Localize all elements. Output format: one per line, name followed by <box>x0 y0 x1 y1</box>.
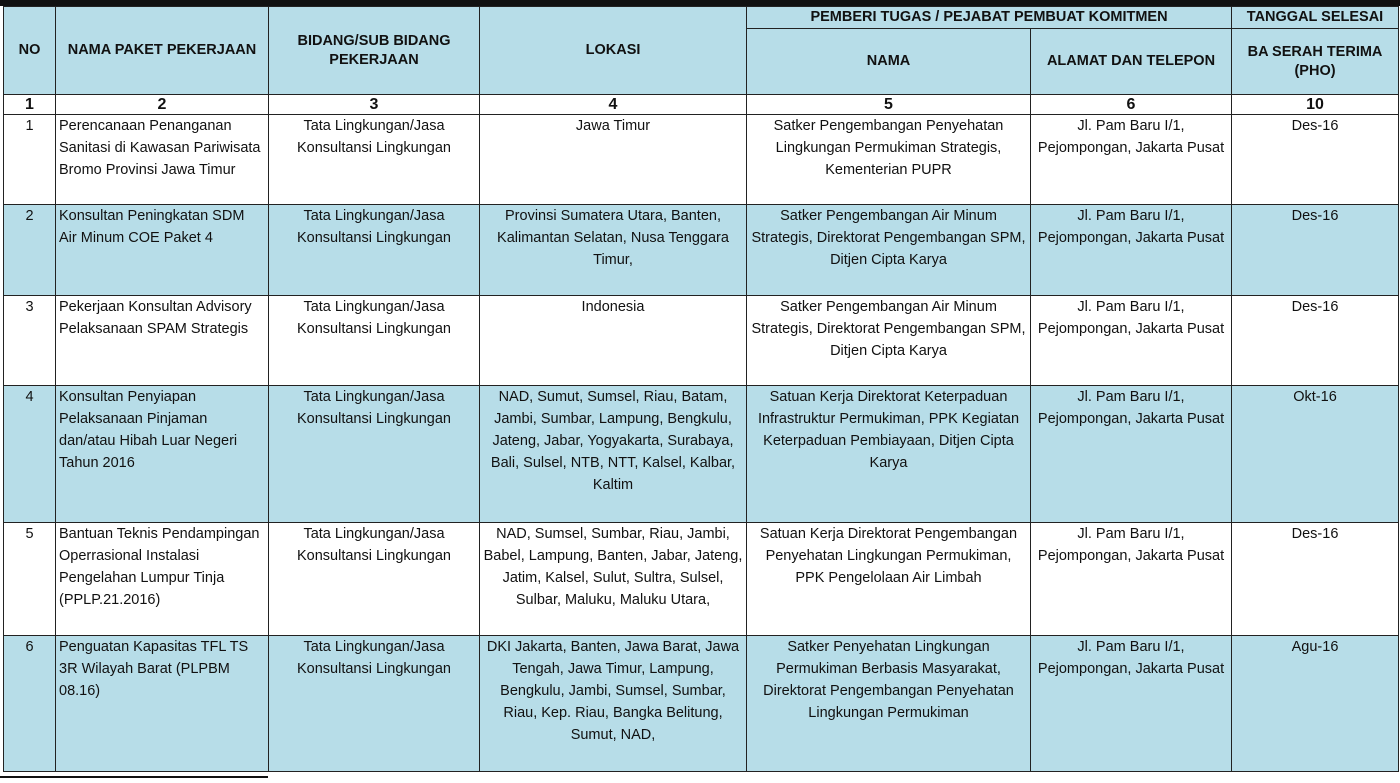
row-nama-paket: Konsultan Peningkatan SDM Air Minum COE Paket 4 <box>56 205 269 296</box>
row-no: 4 <box>4 386 56 523</box>
column-number-row <box>4 95 1399 115</box>
table-row <box>4 636 1399 772</box>
table-row <box>4 523 1399 636</box>
row-bidang: Tata Lingkungan/Jasa Konsultansi Lingkungan <box>269 296 480 386</box>
row-no: 2 <box>4 205 56 296</box>
row-lokasi: Provinsi Sumatera Utara, Banten, Kalimantan Selatan, Nusa Tenggara Timur, <box>480 205 747 296</box>
row-bidang: Tata Lingkungan/Jasa Konsultansi Lingkungan <box>269 115 480 205</box>
header-no: NO <box>4 7 56 95</box>
header-tanggal-selesai: TANGGAL SELESAI <box>1232 7 1399 29</box>
table-row <box>4 386 1399 523</box>
row-tanggal: Des-16 <box>1232 523 1399 636</box>
row-tanggal: Des-16 <box>1232 115 1399 205</box>
row-nama-paket: Penguatan Kapasitas TFL TS 3R Wilayah Barat (PLPBM 08.16) <box>56 636 269 772</box>
row-lokasi: Indonesia <box>480 296 747 386</box>
row-bidang: Tata Lingkungan/Jasa Konsultansi Lingkungan <box>269 205 480 296</box>
column-number: 4 <box>480 95 747 115</box>
row-nama: Satker Pengembangan Air Minum Strategis, Direktorat Pengembangan SPM, Ditjen Cipta Karya <box>747 296 1031 386</box>
experience-table <box>3 6 1399 772</box>
table-row <box>4 296 1399 386</box>
row-nama: Satker Penyehatan Lingkungan Permukiman Berbasis Masyarakat, Direktorat Pengembangan Penyehatan Lingkungan Permukiman <box>747 636 1031 772</box>
row-no: 1 <box>4 115 56 205</box>
column-number: 1 <box>4 95 56 115</box>
row-alamat: Jl. Pam Baru I/1, Pejompongan, Jakarta Pusat <box>1031 636 1232 772</box>
row-nama-paket: Perencanaan Penanganan Sanitasi di Kawasan Pariwisata Bromo Provinsi Jawa Timur <box>56 115 269 205</box>
row-lokasi: NAD, Sumut, Sumsel, Riau, Batam, Jambi, Sumbar, Lampung, Bengkulu, Jateng, Jabar, Yogyakarta, Surabaya, Bali, Sulsel, NTB, NTT, Kalsel, Kalbar, Kaltim <box>480 386 747 523</box>
row-nama-paket: Konsultan Penyiapan Pelaksanaan Pinjaman dan/atau Hibah Luar Negeri Tahun 2016 <box>56 386 269 523</box>
row-bidang: Tata Lingkungan/Jasa Konsultansi Lingkungan <box>269 636 480 772</box>
row-tanggal: Des-16 <box>1232 296 1399 386</box>
header-alamat: ALAMAT DAN TELEPON <box>1031 29 1232 95</box>
row-alamat: Jl. Pam Baru I/1, Pejompongan, Jakarta Pusat <box>1031 523 1232 636</box>
row-tanggal: Agu-16 <box>1232 636 1399 772</box>
row-lokasi: NAD, Sumsel, Sumbar, Riau, Jambi, Babel, Lampung, Banten, Jabar, Jateng, Jatim, Kalsel, Sulut, Sultra, Sulsel, Sulbar, Maluku, Maluku Utara, <box>480 523 747 636</box>
row-nama-paket: Bantuan Teknis Pendampingan Operrasional Instalasi Pengelahan Lumpur Tinja (PPLP.21.2016) <box>56 523 269 636</box>
row-no: 6 <box>4 636 56 772</box>
row-no: 5 <box>4 523 56 636</box>
row-nama: Satker Pengembangan Penyehatan Lingkungan Permukiman Strategis, Kementerian PUPR <box>747 115 1031 205</box>
column-number: 6 <box>1031 95 1232 115</box>
row-nama: Satuan Kerja Direktorat Keterpaduan Infrastruktur Permukiman, PPK Kegiatan Keterpaduan Pembiayaan, Ditjen Cipta Karya <box>747 386 1031 523</box>
header-bidang: BIDANG/SUB BIDANG PEKERJAAN <box>269 7 480 95</box>
column-number: 3 <box>269 95 480 115</box>
header-pemberi-tugas: PEMBERI TUGAS / PEJABAT PEMBUAT KOMITMEN <box>747 7 1232 29</box>
row-nama: Satker Pengembangan Air Minum Strategis, Direktorat Pengembangan SPM, Ditjen Cipta Karya <box>747 205 1031 296</box>
row-tanggal: Des-16 <box>1232 205 1399 296</box>
column-number: 10 <box>1232 95 1399 115</box>
row-alamat: Jl. Pam Baru I/1, Pejompongan, Jakarta Pusat <box>1031 205 1232 296</box>
row-alamat: Jl. Pam Baru I/1, Pejompongan, Jakarta Pusat <box>1031 115 1232 205</box>
header-nama-paket: NAMA PAKET PEKERJAAN <box>56 7 269 95</box>
row-bidang: Tata Lingkungan/Jasa Konsultansi Lingkungan <box>269 523 480 636</box>
header-ba-serah: BA SERAH TERIMA (PHO) <box>1232 29 1399 95</box>
bottom-border <box>0 776 268 778</box>
row-lokasi: Jawa Timur <box>480 115 747 205</box>
row-bidang: Tata Lingkungan/Jasa Konsultansi Lingkungan <box>269 386 480 523</box>
table-row <box>4 115 1399 205</box>
column-number: 5 <box>747 95 1031 115</box>
header-lokasi: LOKASI <box>480 7 747 95</box>
row-nama-paket: Pekerjaan Konsultan Advisory Pelaksanaan SPAM Strategis <box>56 296 269 386</box>
row-alamat: Jl. Pam Baru I/1, Pejompongan, Jakarta Pusat <box>1031 296 1232 386</box>
header-row-1 <box>4 7 1399 29</box>
column-number: 2 <box>56 95 269 115</box>
row-no: 3 <box>4 296 56 386</box>
row-nama: Satuan Kerja Direktorat Pengembangan Penyehatan Lingkungan Permukiman, PPK Pengelolaan Air Limbah <box>747 523 1031 636</box>
header-nama: NAMA <box>747 29 1031 95</box>
table-row <box>4 205 1399 296</box>
row-tanggal: Okt-16 <box>1232 386 1399 523</box>
row-alamat: Jl. Pam Baru I/1, Pejompongan, Jakarta Pusat <box>1031 386 1232 523</box>
row-lokasi: DKI Jakarta, Banten, Jawa Barat, Jawa Tengah, Jawa Timur, Lampung, Bengkulu, Jambi, Sumsel, Sumbar, Riau, Kep. Riau, Bangka Belitung, Sumut, NAD, <box>480 636 747 772</box>
